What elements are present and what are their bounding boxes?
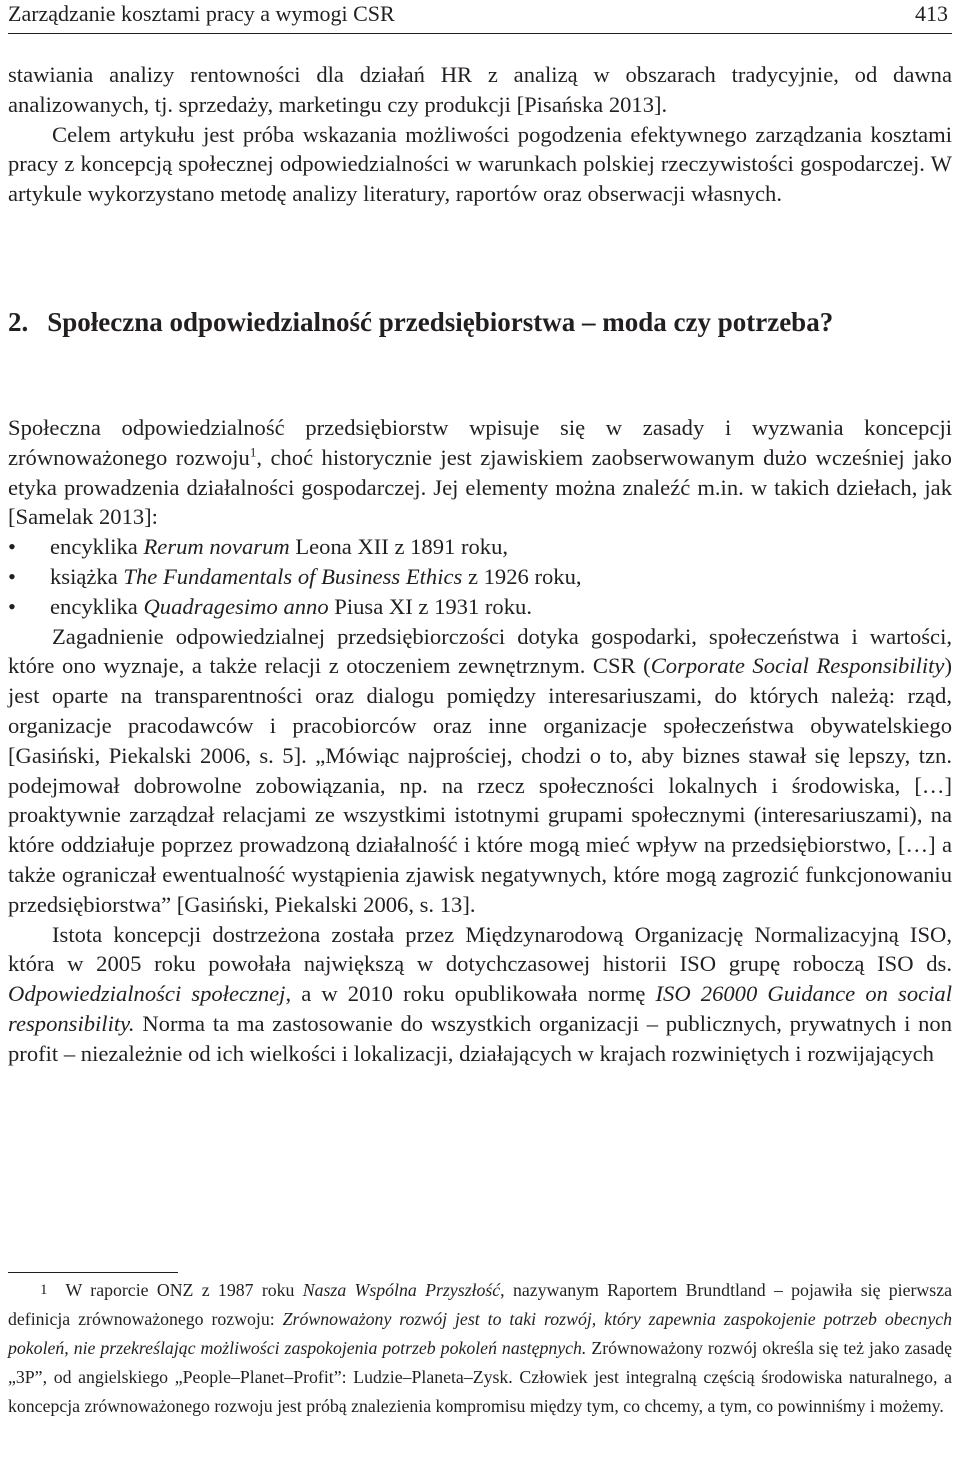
list-item: • encyklika Quadragesimo anno Piusa XI z 1931 roku.	[8, 592, 952, 622]
section-heading	[8, 306, 960, 339]
bullet-list	[8, 532, 952, 621]
intro-paragraph-aim: Celem artykułu jest próba wskazania możliwości pogodzenia efektywnego zarządzania kosztami pracy z koncepcją społecznej odpowiedzialności w warunkach polskiej rzeczywistości gospodarczej. W artykule wykorzystano metodę analizy literatury, raportów oraz obserwacji własnych.	[8, 121, 952, 207]
footnote-text: 1 W raporcie ONZ z 1987 roku Nasza Wspólna Przyszłość, nazywanym Raportem Brundtland – pojawiła się pierwsza definicja zrównoważonego rozwoju: Zrównoważony rozwój jest to taki rozwój, który zapewnia zaspokojenie potrzeb obecnych pokoleń, nie przekreślając możliwości zaspokojenia potrzeb pokoleń następnych. Zrównoważony rozwój określa się też jako zasadę „3P”, od angielskiego „People–Planet–Profit”: Ludzie–Planeta–Zysk. Człowiek jest integralną częścią środowiska naturalnego, a koncepcja zrównoważonego rozwoju jest próbą znalezienia kompromisu między tym, co chcemy, a tym, co powinniśmy i możemy.	[8, 1276, 952, 1421]
section-title: Społeczna odpowiedzialność przedsiębiorstwa – moda czy potrzeba?	[47, 307, 834, 337]
intro-paragraph-continued: stawiania analizy rentowności dla działań HR z analizą w obszarach tradycyjnie, od dawna analizowanych, tj. sprzedaży, marketingu czy produkcji [Pisańska 2013].	[8, 62, 952, 117]
footnote	[8, 1276, 952, 1421]
bullet-icon: •	[8, 563, 16, 589]
running-header	[8, 0, 952, 34]
footnote-ref: 1	[249, 444, 257, 460]
running-title: Zarządzanie kosztami pracy a wymogi CSR	[8, 1, 395, 26]
paragraph-csr-definition: Zagadnienie odpowiedzialnej przedsiębiorczości dotyka gospodarki, społeczeństwa i wartości, które ono wyznaje, a także relacji z otoczeniem zewnętrznym. CSR (Corporate Social Responsibility) jest oparte na transparentności oraz dialogu pomiędzy interesariuszami, do których należą: rząd, organizacje pracodawców i pracobiorców oraz inne organizacje społeczeństwa obywatelskiego [Gasiński, Piekalski 2006, s. 5]. „Mówiąc najprościej, chodzi o to, aby biznes stawał się lepszy, tzn. podejmował dobrowolne zobowiązania, np. na rzecz społeczności lokalnych i środowiska, […] proaktywnie zarządzał relacjami ze wszystkimi istotnymi grupami społecznymi (interesariuszami), na które oddziałuje poprzez prowadzoną działalność i które mogą mieć wpływ na przedsiębiorstwo, […] a także ograniczał ewentualność wystąpienia zjawisk negatywnych, które mogą zagrozić funkcjonowaniu przedsiębiorstwa” [Gasiński, Piekalski 2006, s. 13].	[8, 623, 952, 917]
section-number: 2.	[8, 307, 29, 337]
page-number: 413	[915, 1, 948, 26]
list-item: • encyklika Rerum novarum Leona XII z 1891 roku,	[8, 532, 952, 562]
list-item: • książka The Fundamentals of Business Ethics z 1926 roku,	[8, 562, 952, 592]
paragraph-csr-intro: Społeczna odpowiedzialność przedsiębiorstw wpisuje się w zasady i wyzwania koncepcji zrównoważonego rozwoju$^1$, choć historycznie jest zjawiskiem zaobserwowanym dużo wcześniej jako etyka prowadzenia działalności gospodarczej. Jej elementy można znaleźć m.in. w takich dziełach, jak [Samelak 2013]:	[8, 415, 952, 530]
bullet-icon: •	[8, 534, 16, 560]
bullet-icon: •	[8, 593, 16, 619]
footnote-separator	[8, 1272, 178, 1273]
paragraph-iso: Istota koncepcji dostrzeżona została przez Międzynarodową Organizację Normalizacyjną ISO, która w 2005 roku powołała największą w dotychczasowej historii ISO grupę roboczą ISO ds. Odpowiedzialności społecznej, a w 2010 roku opublikowała normę ISO 26000 Guidance on social responsibility. Norma ta ma zastosowanie do wszystkich organizacji – publicznych, prywatnych i non profit – niezależnie od ich wielkości i lokalizacji, działających w krajach rozwiniętych i rozwijających	[8, 921, 952, 1066]
footnote-number: 1	[40, 1282, 48, 1298]
main-text	[8, 413, 952, 1069]
intro-text	[8, 60, 952, 209]
